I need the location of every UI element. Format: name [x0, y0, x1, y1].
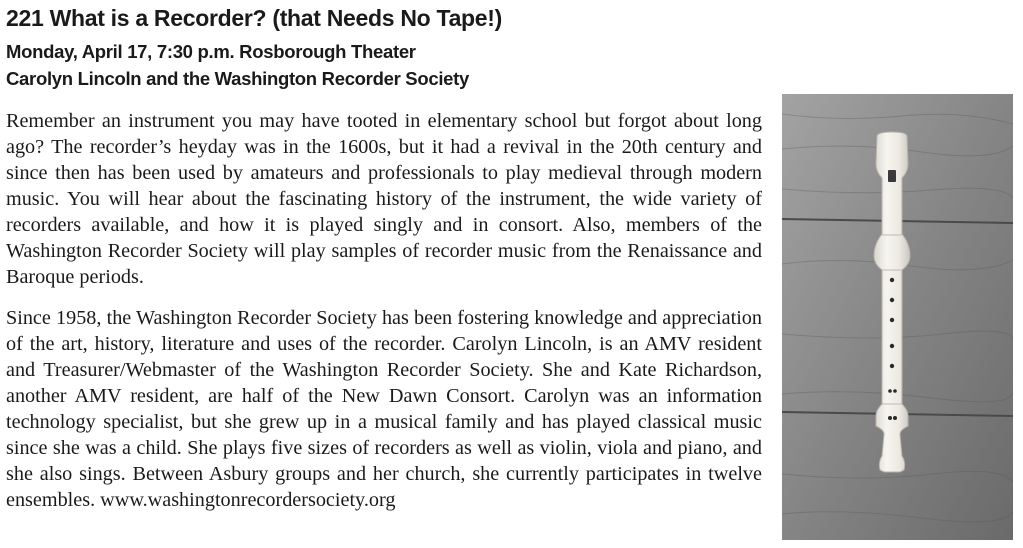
recorder-photo: [782, 94, 1013, 540]
paragraph-intro: Remember an instrument you may have tooted in elementary school but forgot about long ago? The recorder’s heyday was in the 1600s, but it had a revival in the 20th century and since then has been used by amateurs and professionals to play medieval through modern music. You will hear about the fascinating history of the instrument, the wide variety of recorders available, and how it is played singly and in consort. Also, members of the Washington Recorder Society will play samples of recorder music from the Renaissance and Baroque periods.: [6, 110, 762, 288]
event-date-location: Monday, April 17, 7:30 p.m. Rosborough Theater: [6, 41, 416, 62]
article-title: 221 What is a Recorder? (that Needs No Tape!): [6, 5, 503, 31]
recorder-icon: [782, 94, 1013, 540]
paragraph-society: Since 1958, the Washington Recorder Society has been fostering knowledge and appreciation of the art, history, literature and uses of the recorder. Carolyn Lincoln, is an AMV resident and Treasurer/Webmaster of the Washington Recorder Society. She and Kate Richardson, another AMV resident, are half of the New Dawn Consort. Carolyn was an information technology specialist, but she grew up in a musical family and has played classical music since she was a child. She plays five sizes of recorders as well as violin, viola and piano, and she also sings. Between Asbury groups and her church, she currently participates in twelve ensembles. www.washingtonrecordersociety.org: [6, 307, 762, 511]
event-presenter: Carolyn Lincoln and the Washington Recorder Society: [6, 68, 470, 89]
article-body: [6, 108, 762, 528]
